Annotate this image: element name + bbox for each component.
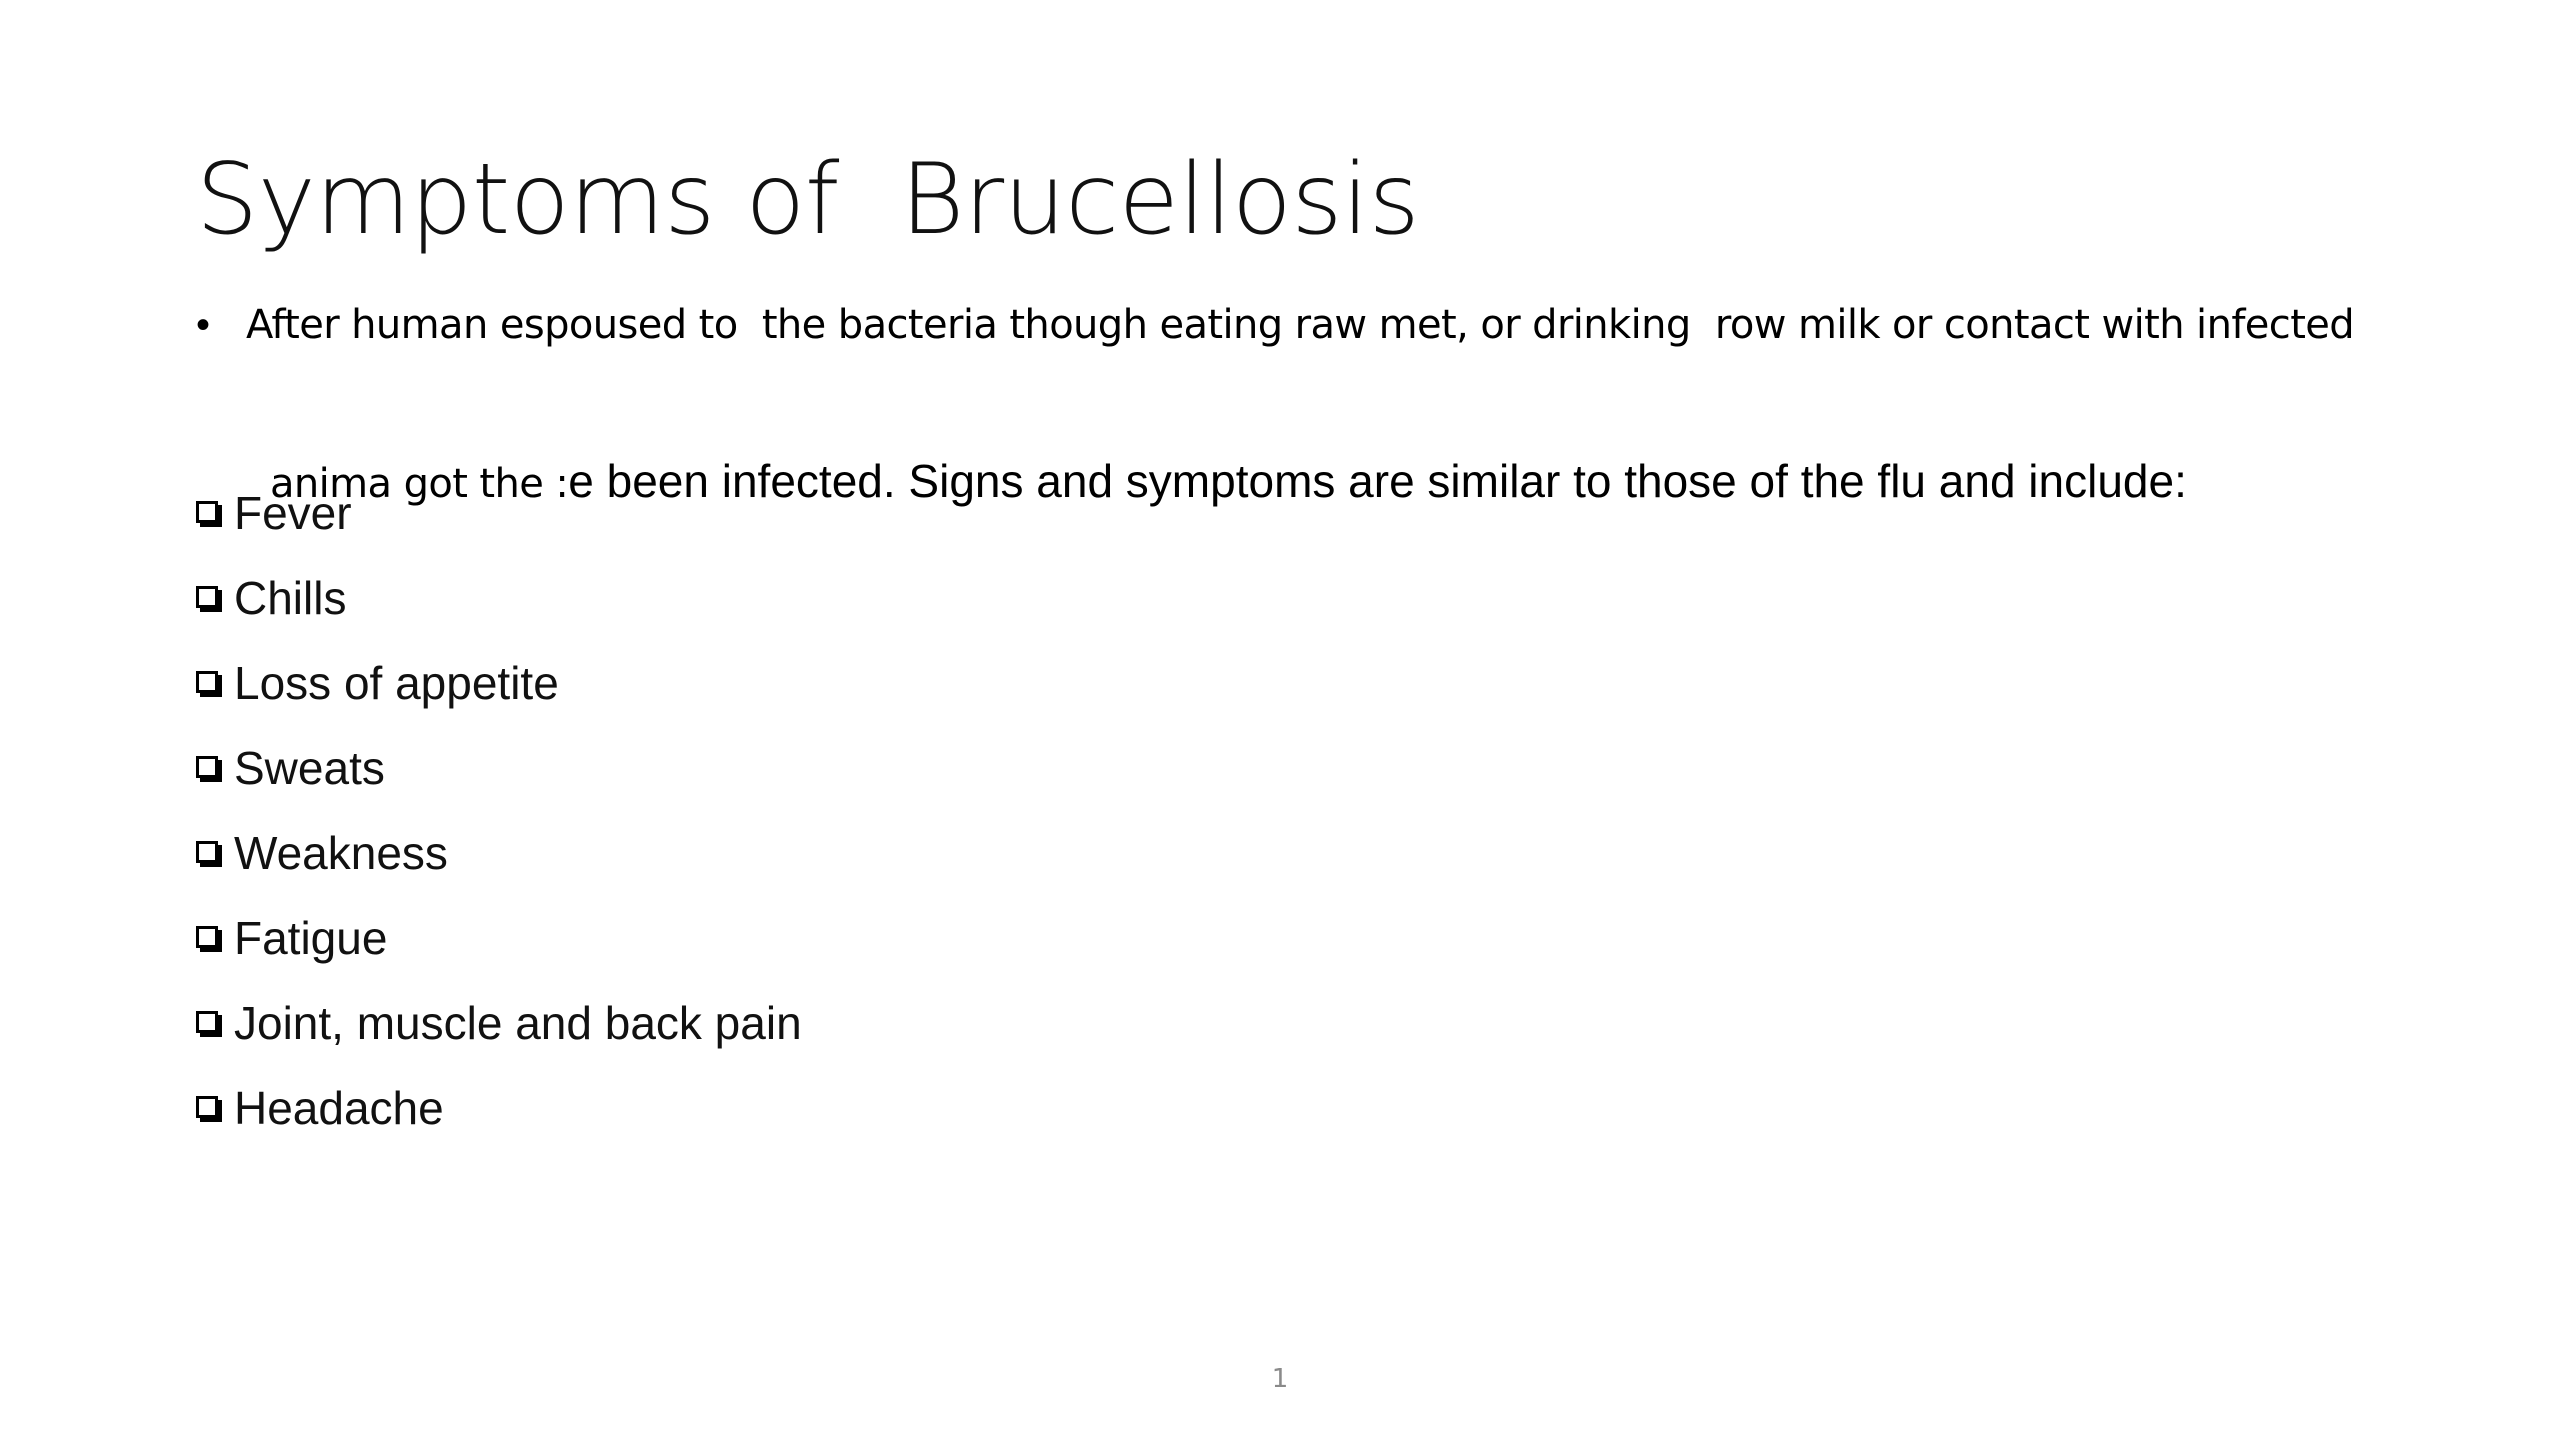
symptom-label: Fatigue — [234, 911, 388, 964]
checkbox-outline-icon — [196, 671, 222, 697]
symptom-item — [196, 640, 802, 725]
symptom-item — [196, 1065, 802, 1150]
checkbox-outline-icon — [196, 756, 222, 782]
page-number: 1 — [1271, 1364, 1289, 1394]
symptom-item — [196, 725, 802, 810]
symptom-item — [196, 470, 802, 555]
symptom-label: Headache — [234, 1081, 444, 1134]
symptom-item — [196, 555, 802, 640]
checkbox-outline-icon — [196, 501, 222, 527]
symptom-label: Loss of appetite — [234, 656, 559, 709]
checkbox-outline-icon — [196, 926, 222, 952]
intro-line-1: After human espoused to the bacteria though eating raw met, or drinking row milk or contact with infected — [246, 302, 2355, 348]
intro-line-2-end: e been infected. Signs and symptoms are similar to those of the flu and include: — [568, 455, 2187, 507]
symptom-label: Joint, muscle and back pain — [234, 996, 802, 1049]
checkbox-outline-icon — [196, 841, 222, 867]
symptom-label: Weakness — [234, 826, 448, 879]
symptom-list — [196, 470, 802, 1150]
slide-title: Symptoms of Brucellosis — [196, 143, 1420, 257]
symptom-item — [196, 895, 802, 980]
symptom-item — [196, 810, 802, 895]
checkbox-outline-icon — [196, 1096, 222, 1122]
symptom-label: Sweats — [234, 741, 385, 794]
symptom-label: Fever — [234, 486, 352, 539]
symptom-label: Chills — [234, 571, 347, 624]
checkbox-outline-icon — [196, 1011, 222, 1037]
intro-line-2-start: anima got the : — [270, 461, 569, 507]
bullet-icon: • — [196, 303, 211, 347]
symptom-item — [196, 980, 802, 1065]
checkbox-outline-icon — [196, 586, 222, 612]
